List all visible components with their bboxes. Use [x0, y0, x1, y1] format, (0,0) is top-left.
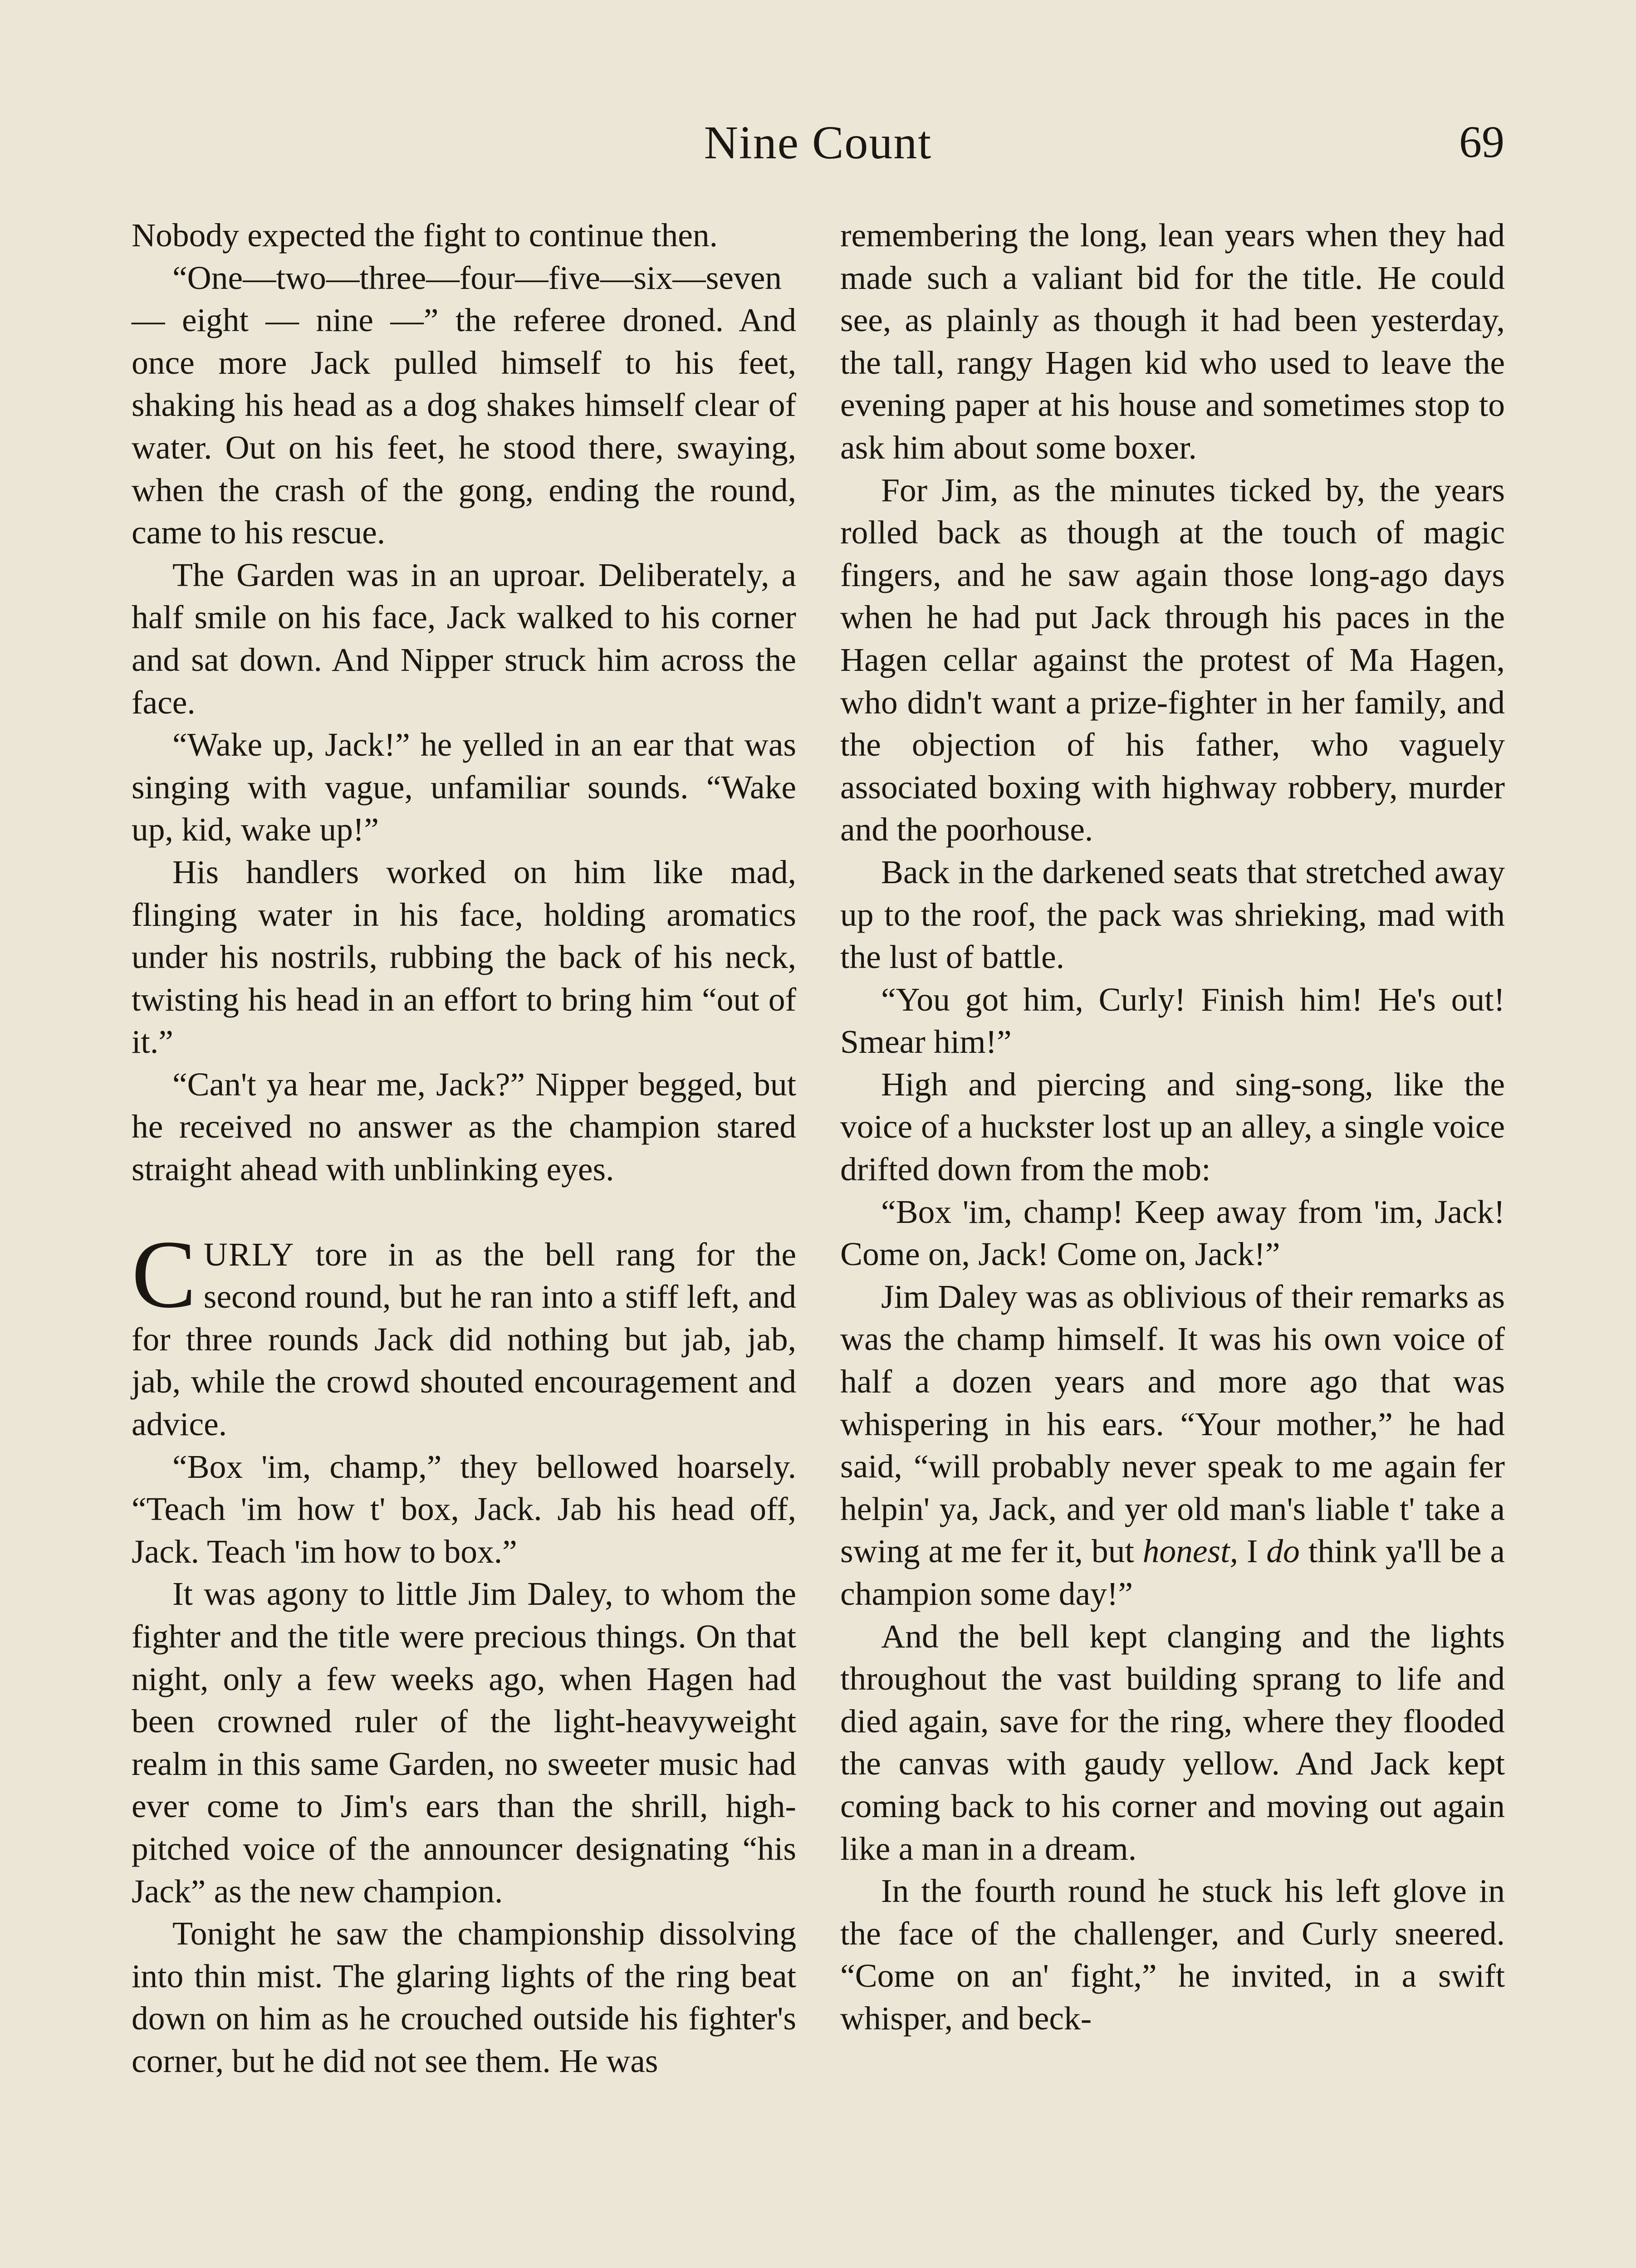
drop-cap: C — [132, 1220, 196, 1328]
paragraph — [840, 1276, 1505, 1615]
paragraph: Tonight he saw the championship dissolving into thin mist. The glaring lights of the ring beat down on him as he crouched outside his fighter's corner, but he did not see them. He was — [132, 1915, 796, 2079]
section-start-paragraph — [132, 1220, 796, 1446]
small-caps-lead: URLY — [203, 1236, 295, 1273]
paragraph: And the bell kept clanging and the lights throughout the vast building sprang to life and died again, save for the ring, where they flooded the canvas with gaudy yellow. And Jack kept coming back to his corner and moving out again like a man in a dream. — [840, 1618, 1505, 1867]
page-title: Nine Count — [704, 117, 932, 169]
paragraph-text: think ya'll be a champion some day!” — [840, 1533, 1505, 1612]
paragraph-text: tore in as the bell rang for the second round, but he ran into a stiff left, and for three rounds Jack did nothing but jab, jab, jab, while the crowd shouted encouragement and advice. — [132, 1236, 796, 1443]
left-column — [132, 214, 796, 2082]
page-number: 69 — [1459, 117, 1504, 167]
paragraph: “One—two—three—four—five—six—seven — eight — nine —” the referee droned. And once more Jack pulled himself to his feet, shaking his head as a dog shakes himself clear of water. Out on his feet, he stood there, swaying, when the crash of the gong, ending the round, came to his rescue. — [132, 259, 796, 551]
paragraph-text: Jim Daley was as oblivious of their remarks as was the champ himself. It was his own voice of half a dozen years and more ago that was whispering in his ears. “Your mother,” he had said, “will probably never speak to me again fer helpin' ya, Jack, and yer old man's liable t' take a swing at me fer it, but — [840, 1278, 1505, 1570]
paragraph: “Wake up, Jack!” he yelled in an ear that was singing with vague, unfamiliar sounds. “Wake up, kid, wake up!” — [132, 726, 796, 848]
paragraph: In the fourth round he stuck his left glove in the face of the challenger, and Curly sneered. “Come on an' fight,” he invited, in a swift whisper, and beck- — [840, 1872, 1505, 2037]
right-column — [840, 214, 1505, 2040]
paragraph: remembering the long, lean years when they had made such a valiant bid for the title. He could see, as plainly as though it had been yesterday, the tall, rangy Hagen kid who used to leave the evening paper at his house and sometimes stop to ask him about some boxer. — [840, 217, 1505, 466]
paragraph: For Jim, as the minutes ticked by, the years rolled back as though at the touch of magic fingers, and he saw again those long-ago days when he had put Jack through his paces in the Hagen cellar against the protest of Ma Hagen, who didn't want a prize-fighter in her family, and the objection of his father, who vaguely associated boxing with highway robbery, murder and the poorhouse. — [840, 471, 1505, 848]
paragraph-text: I — [1238, 1533, 1267, 1570]
paragraph: The Garden was in an uproar. Deliberately, a half smile on his face, Jack walked to his corner and sat down. And Nipper struck him across the face. — [132, 556, 796, 721]
paragraph: “Can't ya hear me, Jack?” Nipper begged, but he received no answer as the champion stared straight ahead with unblinking eyes. — [132, 1066, 796, 1188]
paragraph: His handlers worked on him like mad, flinging water in his face, holding aromatics under his nostrils, rubbing the back of his neck, twisting his head in an effort to bring him “out of it.” — [132, 853, 796, 1061]
paragraph: “Box 'im, champ! Keep away from 'im, Jack! Come on, Jack! Come on, Jack!” — [840, 1193, 1505, 1273]
paragraph: “You got him, Curly! Finish him! He's out! Smear him!” — [840, 981, 1505, 1061]
paragraph: “Box 'im, champ,” they bellowed hoarsely. “Teach 'im how t' box, Jack. Jab his head off, Jack. Teach 'im how to box.” — [132, 1448, 796, 1570]
paragraph: High and piercing and sing-song, like the voice of a huckster lost up an alley, a single voice drifted down from the mob: — [840, 1066, 1505, 1188]
paragraph: Nobody expected the fight to continue then. — [132, 217, 718, 254]
paragraph: It was agony to little Jim Daley, to whom the fighter and the title were precious things. On that night, only a few weeks ago, when Hagen had been crowned ruler of the light-heavyweight realm in this same Garden, no sweeter music had ever come to Jim's ears than the shrill, high-pitched voice of the announcer designating “his Jack” as the new champion. — [132, 1575, 796, 1910]
emphasis: do — [1266, 1533, 1300, 1570]
emphasis: honest, — [1142, 1533, 1238, 1570]
paragraph: Back in the darkened seats that stretched away up to the roof, the pack was shrieking, mad with the lust of battle. — [840, 853, 1505, 976]
